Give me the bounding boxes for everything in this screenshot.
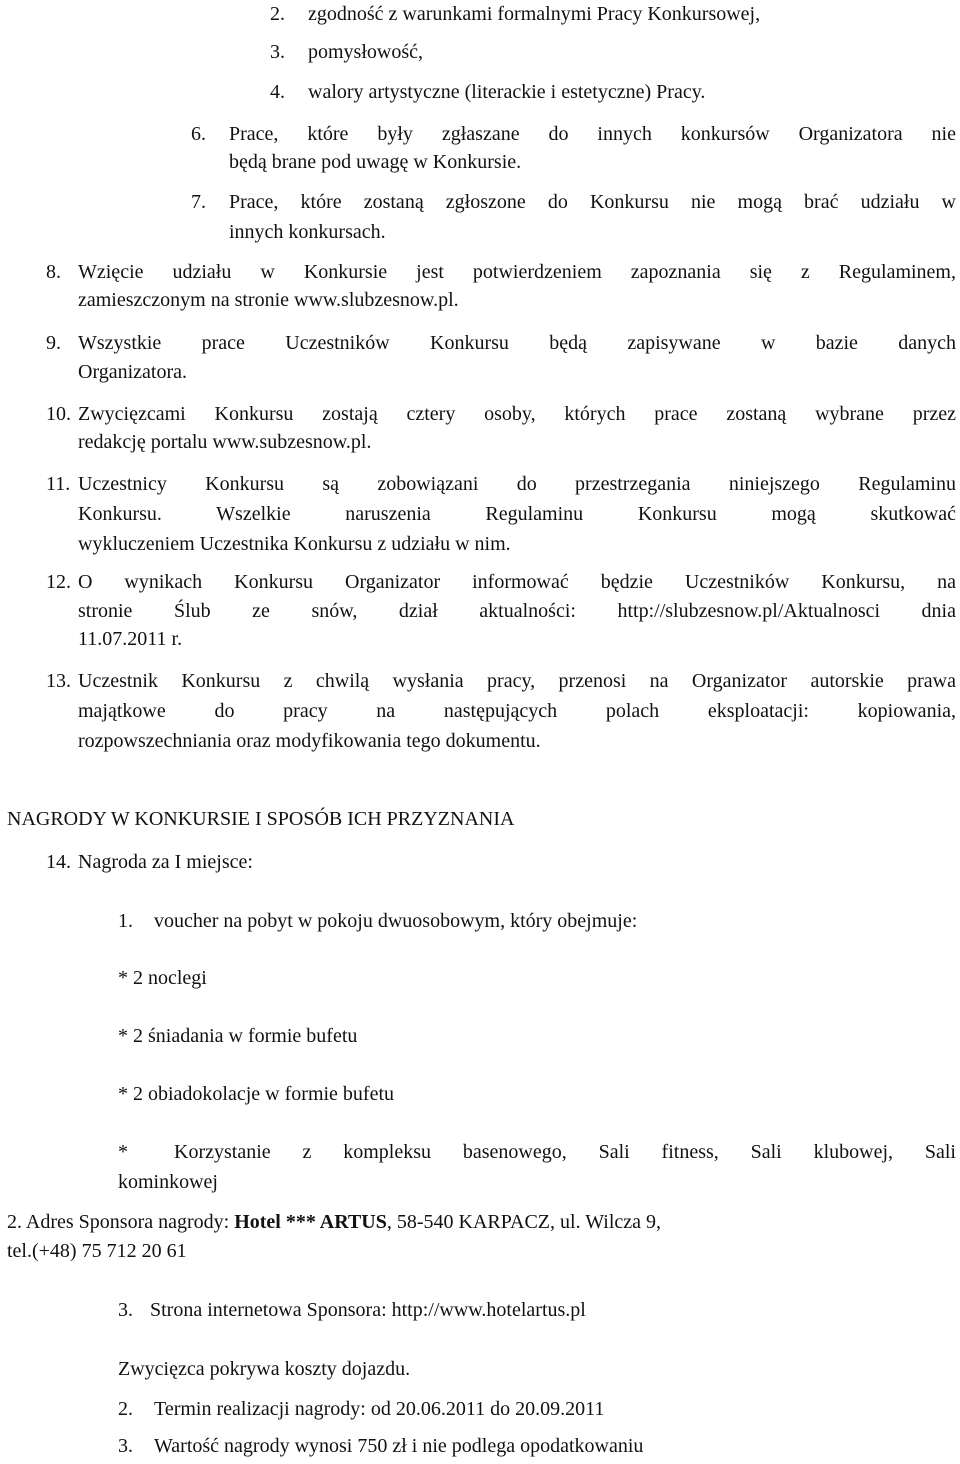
list-item	[46, 331, 956, 355]
bullet-text: kominkowej	[118, 1171, 218, 1193]
travel-note: Zwycięzca pokrywa koszty dojazdu.	[118, 1358, 411, 1380]
bullet-star: *	[118, 1141, 128, 1163]
list-item	[46, 669, 956, 693]
list-item	[46, 472, 956, 496]
list-item	[46, 260, 956, 284]
list-text: Konkursu. Wszelkie naruszenia Regulaminu Konkursu mogą skutkować	[78, 503, 956, 525]
list-text: redakcję portalu www.subzesnow.pl.	[78, 431, 372, 453]
sub-list-item	[270, 80, 705, 104]
list-text: pomysłowość,	[308, 41, 423, 63]
list-number: 12.	[46, 571, 71, 593]
section-heading: NAGRODY W KONKURSIE I SPOSÓB ICH PRZYZNANIA	[7, 808, 515, 830]
list-item	[46, 850, 253, 874]
list-number: 4.	[270, 81, 285, 103]
list-number: 3.	[270, 41, 285, 63]
list-text: Zwycięzcami Konkursu zostają cztery osoby, których prace zostaną wybrane przez	[78, 403, 956, 425]
sponsor-phone: tel.(+48) 75 712 20 61	[7, 1240, 187, 1262]
list-text: Uczestnik Konkursu z chwilą wysłania pracy, przenosi na Organizator autorskie prawa	[78, 670, 956, 692]
list-item	[191, 190, 956, 214]
list-text: walory artystyczne (literackie i estetyczne) Pracy.	[308, 81, 706, 103]
list-number: 3.	[118, 1435, 133, 1457]
prize-bullet	[118, 1140, 956, 1164]
list-text: innych konkursach.	[229, 221, 386, 243]
list-text: Wszystkie prace Uczestników Konkursu będą zapisywane w bazie danych	[78, 332, 956, 354]
list-text: Uczestnicy Konkursu są zobowiązani do przestrzegania niniejszego Regulaminu	[78, 473, 956, 495]
prize-bullet: * 2 noclegi	[118, 967, 207, 989]
list-text-line	[78, 599, 956, 623]
sub-list-item	[270, 40, 423, 64]
list-text: O wynikach Konkursu Organizator informować będzie Uczestników Konkursu, na	[78, 571, 956, 593]
list-number: 13.	[46, 670, 71, 692]
list-text: Prace, które zostaną zgłoszone do Konkursu nie mogą brać udziału w	[229, 191, 956, 213]
list-text: zgodność z warunkami formalnymi Pracy Konkursowej,	[308, 3, 761, 25]
prize-bullet: * 2 obiadokolacje w formie bufetu	[118, 1083, 395, 1105]
list-text: wykluczeniem Uczestnika Konkursu z udziału w nim.	[78, 533, 511, 555]
list-number: 7.	[191, 191, 206, 213]
sponsor-website	[118, 1298, 586, 1322]
list-text: Organizatora.	[78, 361, 188, 383]
list-text: 11.07.2011 r.	[78, 628, 183, 650]
list-text: będą brane pod uwagę w Konkursie.	[229, 151, 522, 173]
list-item	[46, 402, 956, 426]
list-text: Strona internetowa Sponsora: http://www.hotelartus.pl	[150, 1299, 586, 1321]
prize-voucher	[118, 909, 637, 933]
final-list-item	[118, 1434, 643, 1458]
list-text: Termin realizacji nagrody: od 20.06.2011 do 20.09.2011	[154, 1398, 605, 1420]
list-text-line	[78, 502, 956, 526]
sponsor-address	[7, 1210, 661, 1234]
list-number: 2.	[118, 1398, 133, 1420]
list-number: 6.	[191, 123, 206, 145]
bullet-text: Korzystanie z kompleksu basenowego, Sali fitness, Sali klubowej, Sali	[174, 1141, 956, 1163]
list-text: voucher na pobyt w pokoju dwuosobowym, który obejmuje:	[154, 910, 638, 932]
list-text: majątkowe do pracy na następujących polach eksploatacji: kopiowania,	[78, 700, 956, 722]
sponsor-address-rest: , 58-540 KARPACZ, ul. Wilcza 9,	[386, 1211, 662, 1233]
list-number: 3.	[118, 1299, 133, 1321]
sponsor-prefix: 2. Adres Sponsora nagrody:	[7, 1211, 235, 1233]
list-text: Wzięcie udziału w Konkursie jest potwierdzeniem zapoznania się z Regulaminem,	[78, 261, 956, 283]
list-number: 14.	[46, 851, 71, 873]
list-text: Prace, które były zgłaszane do innych konkursów Organizatora nie	[229, 123, 956, 145]
list-number: 2.	[270, 3, 285, 25]
list-number: 9.	[46, 332, 61, 354]
list-number: 10.	[46, 403, 71, 425]
list-text: rozpowszechniania oraz modyfikowania tego dokumentu.	[78, 730, 541, 752]
sub-list-item	[270, 2, 760, 26]
list-item	[191, 122, 956, 146]
list-text: stronie Ślub ze snów, dział aktualności: http://slubzesnow.pl/Aktualnosci dnia	[78, 600, 956, 622]
list-number: 8.	[46, 261, 61, 283]
final-list-item	[118, 1397, 604, 1421]
list-number: 11.	[46, 473, 71, 495]
list-text: Nagroda za I miejsce:	[78, 851, 253, 873]
list-text: Wartość nagrody wynosi 750 zł i nie podlega opodatkowaniu	[154, 1435, 644, 1457]
list-text-line	[78, 699, 956, 723]
prize-bullet: * 2 śniadania w formie bufetu	[118, 1025, 358, 1047]
sponsor-hotel-name: Hotel *** ARTUS	[234, 1211, 387, 1233]
list-number: 1.	[118, 910, 133, 932]
list-text: zamieszczonym na stronie www.slubzesnow.pl.	[78, 289, 459, 311]
list-item	[46, 570, 956, 594]
